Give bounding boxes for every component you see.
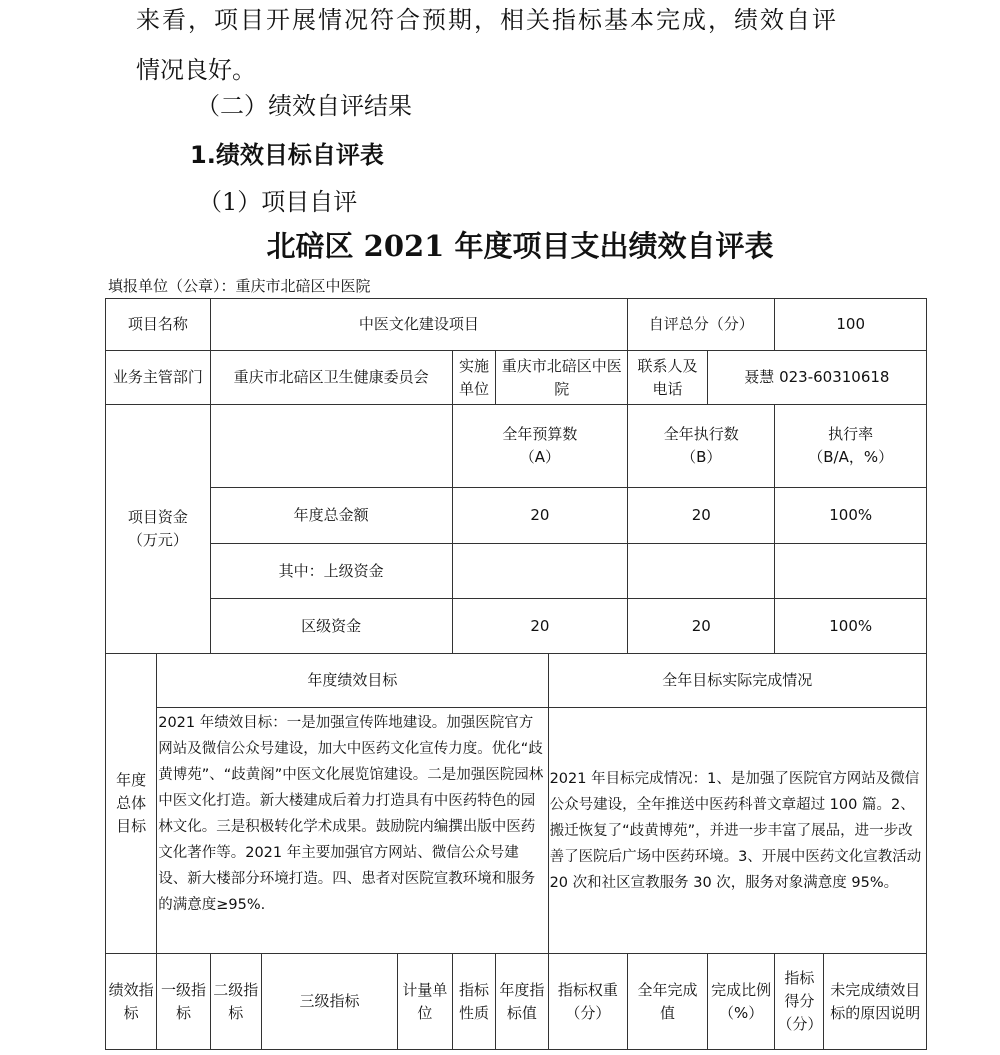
project-name-label: 项目名称 bbox=[106, 299, 211, 351]
project-name: 中医文化建设项目 bbox=[210, 299, 628, 351]
indicator-header: 指标性质 bbox=[452, 954, 496, 1050]
funds-budget: 20 bbox=[452, 599, 628, 654]
funds-exec: 20 bbox=[628, 599, 775, 654]
goal-text-row bbox=[106, 708, 927, 954]
funds-exec: 20 bbox=[628, 488, 775, 544]
indicator-header: 指标得分（分） bbox=[775, 954, 824, 1050]
indicator-header-row bbox=[106, 954, 927, 1050]
dept-label: 业务主管部门 bbox=[106, 351, 211, 405]
form-title: 北碚区 2021 年度项目支出绩效自评表 bbox=[266, 229, 774, 263]
funds-row-label: 其中：上级资金 bbox=[210, 544, 452, 599]
actual-header: 全年目标实际完成情况 bbox=[548, 654, 926, 708]
funds-rate: 100% bbox=[775, 488, 927, 544]
rate-header: 执行率（B/A，%） bbox=[775, 405, 927, 488]
indicator-header: 计量单位 bbox=[398, 954, 453, 1050]
intro-line-2: 情况良好。 bbox=[136, 56, 256, 84]
indicator-header: 未完成绩效目标的原因说明 bbox=[824, 954, 927, 1050]
fill-unit: 填报单位（公章）：重庆市北碚区中医院 bbox=[108, 277, 371, 295]
department-row bbox=[106, 351, 927, 405]
contact-value: 聂慧 023-60310618 bbox=[707, 351, 926, 405]
goal-label: 年度总体目标 bbox=[106, 654, 157, 954]
impl-label: 实施单位 bbox=[452, 351, 496, 405]
indicator-header: 年度指标值 bbox=[496, 954, 548, 1050]
indicator-header: 绩效指标 bbox=[106, 954, 157, 1050]
subsection-heading: 1.绩效目标自评表 bbox=[190, 141, 384, 169]
funds-rate bbox=[775, 544, 927, 599]
exec-header: 全年执行数（B） bbox=[628, 405, 775, 488]
budget-header: 全年预算数（A） bbox=[452, 405, 628, 488]
indicator-header: 三级指标 bbox=[261, 954, 397, 1050]
indicator-header: 指标权重（分） bbox=[548, 954, 628, 1050]
funds-row-label: 年度总金额 bbox=[210, 488, 452, 544]
funds-label: 项目资金（万元） bbox=[106, 405, 211, 654]
funds-row-label: 区级资金 bbox=[210, 599, 452, 654]
actual-text: 2021 年目标完成情况：1、是加强了医院官方网站及微信公众号建设，全年推送中医药科普文章超过 100 篇。2、搬迁恢复了“歧黄博苑”，并进一步丰富了展品，进一步改善了医院后广场中医药环境。3、开展中医药文化宣教活动 20 次和社区宣教服务 30 次，服务对象满意度 95%。 bbox=[548, 708, 926, 954]
indicator-header: 完成比例（%） bbox=[707, 954, 775, 1050]
goal-header-row bbox=[106, 654, 927, 708]
contact-label: 联系人及电话 bbox=[628, 351, 708, 405]
score-label: 自评总分（分） bbox=[628, 299, 775, 351]
indicator-header: 一级指标 bbox=[157, 954, 210, 1050]
indicator-header: 二级指标 bbox=[210, 954, 261, 1050]
goal-header: 年度绩效目标 bbox=[157, 654, 548, 708]
goal-text: 2021 年绩效目标：一是加强宣传阵地建设。加强医院官方网站及微信公众号建设，加大中医药文化宣传力度。优化“歧黄博苑”、“歧黄阁”中医文化展览馆建设。二是加强医院园林中医文化打造。新大楼建成后着力打造具有中医药特色的园林文化。三是积极转化学术成果。鼓励院内编撰出版中医药文化著作等。2021 年主要加强官方网站、微信公众号建设、新大楼部分环境打造。四、患者对医院宣教环境和服务的满意度≥95%. bbox=[157, 708, 548, 954]
indicator-header: 全年完成值 bbox=[628, 954, 708, 1050]
funds-rate: 100% bbox=[775, 599, 927, 654]
impl-value: 重庆市北碚区中医院 bbox=[496, 351, 628, 405]
funds-row bbox=[106, 488, 927, 544]
funds-exec bbox=[628, 544, 775, 599]
funds-row bbox=[106, 544, 927, 599]
intro-line-1: 来看，项目开展情况符合预期，相关指标基本完成，绩效自评 bbox=[136, 6, 838, 34]
funds-budget bbox=[452, 544, 628, 599]
project-row bbox=[106, 299, 927, 351]
funds-budget: 20 bbox=[452, 488, 628, 544]
funds-row bbox=[106, 599, 927, 654]
section-heading: （二）绩效自评结果 bbox=[196, 92, 412, 120]
funds-header-row bbox=[106, 405, 927, 488]
item-heading: （1）项目自评 bbox=[198, 188, 358, 216]
evaluation-table bbox=[105, 298, 927, 1050]
score-value: 100 bbox=[775, 299, 927, 351]
dept-value: 重庆市北碚区卫生健康委员会 bbox=[210, 351, 452, 405]
